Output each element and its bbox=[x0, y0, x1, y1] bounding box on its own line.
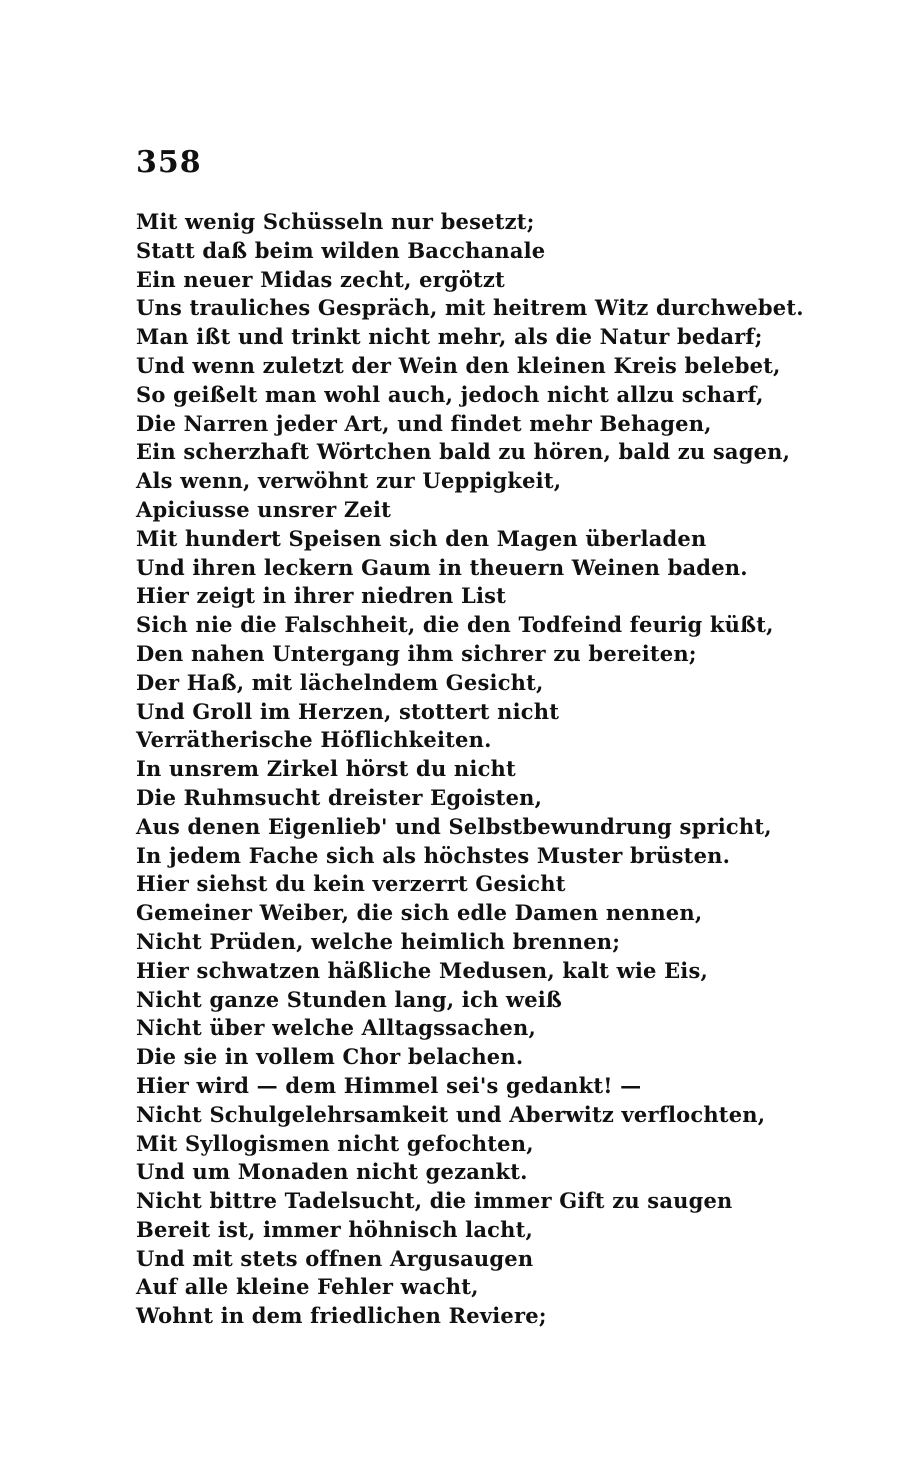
poem-line: Der Haß, mit lächelndem Gesicht, bbox=[136, 669, 544, 695]
poem-line: Aus denen Eigenlieb' und Selbstbewundrung spricht, bbox=[136, 813, 772, 839]
poem-line: Nicht ganze Stunden lang, ich weiß bbox=[136, 986, 563, 1012]
poem-line: Und Groll im Herzen, stottert nicht bbox=[136, 698, 560, 724]
poem-line: Und mit stets offnen Argusaugen bbox=[136, 1245, 534, 1271]
poem-line: Und um Monaden nicht gezankt. bbox=[136, 1159, 528, 1185]
poem-line: Nicht über welche Alltagssachen, bbox=[136, 1015, 536, 1041]
poem-line: Nicht Schulgelehrsamkeit und Aberwitz verflochten, bbox=[136, 1101, 766, 1127]
poem-line: Mit hundert Speisen sich den Magen überladen bbox=[136, 525, 707, 551]
poem-line: Statt daß beim wilden Bacchanale bbox=[136, 237, 546, 263]
poem-line: Hier siehst du kein verzerrt Gesicht bbox=[136, 871, 566, 897]
poem-line: Als wenn, verwöhnt zur Ueppigkeit, bbox=[136, 468, 562, 494]
poem-line: Die Narren jeder Art, und findet mehr Behagen, bbox=[136, 410, 712, 436]
poem-line: Mit wenig Schüsseln nur besetzt; bbox=[136, 209, 535, 234]
poem-line: Gemeiner Weiber, die sich edle Damen nennen, bbox=[136, 900, 703, 926]
poem-line: Man ißt und trinkt nicht mehr, als die Natur bedarf; bbox=[136, 324, 763, 350]
poem-line: Nicht Prüden, welche heimlich brennen; bbox=[136, 928, 621, 954]
poem-line: Ein neuer Midas zecht, ergötzt bbox=[136, 266, 505, 292]
poem-line: Und wenn zuletzt der Wein den kleinen Kreis belebet, bbox=[136, 352, 781, 378]
poem-line: Hier zeigt in ihrer niedren List bbox=[136, 583, 507, 609]
poem-line: Uns trauliches Gespräch, mit heitrem Witz durchwebet. bbox=[136, 295, 804, 321]
poem-line: Und ihren leckern Gaum in theuern Weinen baden. bbox=[136, 554, 748, 580]
poem-line: Wohnt in dem friedlichen Reviere; bbox=[136, 1303, 547, 1329]
poem-line: In jedem Fache sich als höchstes Muster brüsten. bbox=[136, 842, 731, 868]
poem-line: In unsrem Zirkel hörst du nicht bbox=[136, 756, 516, 782]
poem-line: Den nahen Untergang ihm sichrer zu bereiten; bbox=[136, 640, 697, 666]
page-number: 358 bbox=[136, 145, 202, 180]
poem-line: Apiciusse unsrer Zeit bbox=[136, 496, 392, 522]
poem-line: Ein scherzhaft Wörtchen bald zu hören, bald zu sagen, bbox=[136, 439, 791, 465]
poem-line: Mit Syllogismen nicht gefochten, bbox=[136, 1130, 534, 1156]
poem-line: Bereit ist, immer höhnisch lacht, bbox=[136, 1216, 534, 1242]
poem-line: Nicht bittre Tadelsucht, die immer Gift zu saugen bbox=[136, 1188, 733, 1214]
poem-text bbox=[136, 208, 826, 1331]
poem-line: Hier wird — dem Himmel sei's gedankt! — bbox=[136, 1072, 642, 1098]
poem-line: Verrätherische Höflichkeiten. bbox=[136, 727, 492, 753]
poem-line: Hier schwatzen häßliche Medusen, kalt wie Eis, bbox=[136, 957, 709, 983]
poem-line: Sich nie die Falschheit, die den Todfeind feurig küßt, bbox=[136, 612, 774, 638]
poem-line: Die sie in vollem Chor belachen. bbox=[136, 1044, 524, 1070]
poem-line: Auf alle kleine Fehler wacht, bbox=[136, 1274, 479, 1300]
poem-line: Die Ruhmsucht dreister Egoisten, bbox=[136, 784, 543, 810]
poem-line: So geißelt man wohl auch, jedoch nicht allzu scharf, bbox=[136, 381, 764, 407]
